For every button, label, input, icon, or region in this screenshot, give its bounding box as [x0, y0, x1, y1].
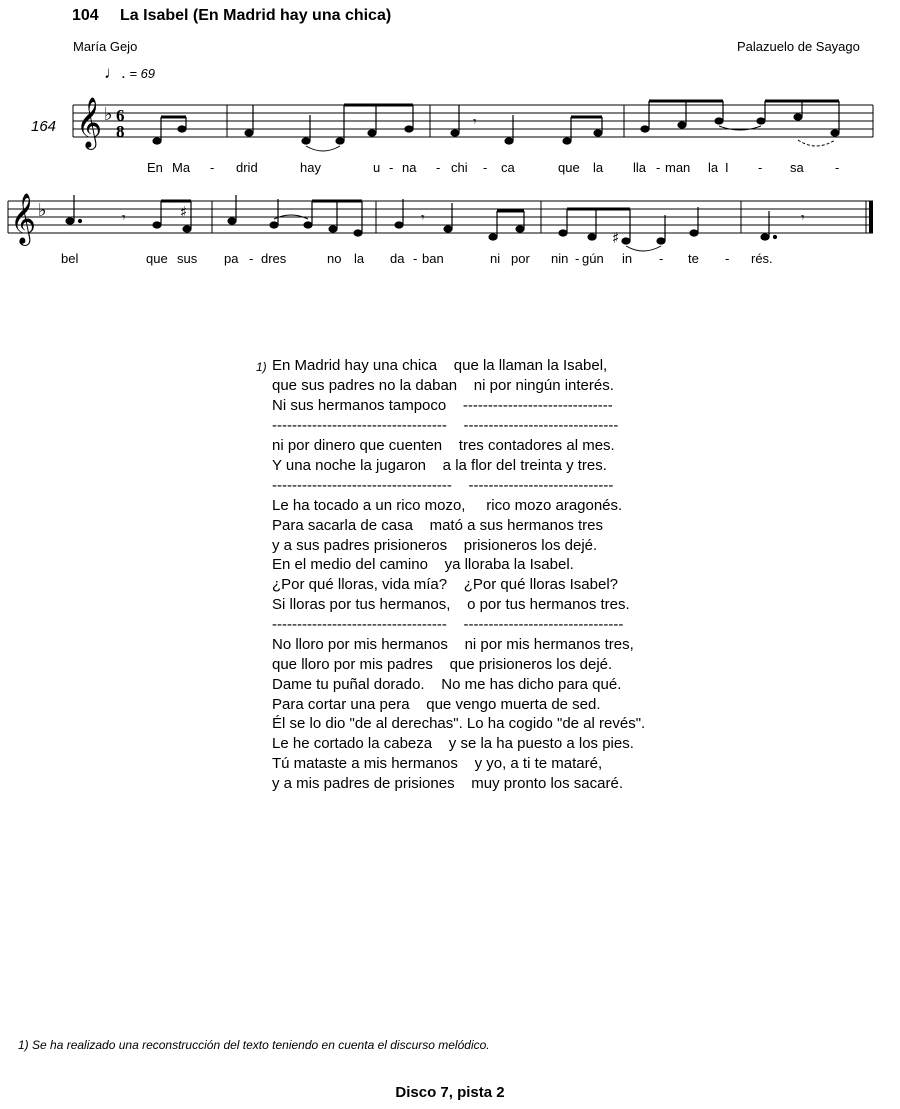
- lyric-syllable: -: [483, 160, 488, 175]
- lyric-syllable: -: [659, 251, 664, 266]
- lyric-syllable: -: [758, 160, 763, 175]
- lyric-syllable: gún: [582, 251, 604, 266]
- verse-line: Si lloras por tus hermanos, o por tus hermanos tres.: [272, 596, 630, 613]
- verse-line: ¿Por qué lloras, vida mía? ¿Por qué lloras Isabel?: [272, 576, 618, 593]
- lyric-syllable: que: [558, 160, 580, 175]
- flat-icon: ♭: [38, 200, 47, 221]
- lyric-syllable: chi: [451, 160, 468, 175]
- verse-line: En Madrid hay una chica que la llaman la Isabel,: [272, 357, 608, 374]
- lyric-syllable: -: [210, 160, 215, 175]
- lyric-syllable: I: [725, 160, 729, 175]
- lyric-syllable: que: [146, 251, 168, 266]
- lyric-syllable: -: [656, 160, 661, 175]
- lyric-syllable: no: [327, 251, 342, 266]
- lyric-syllable: in: [622, 251, 633, 266]
- lyric-syllable: rés.: [751, 251, 773, 266]
- verse-line: Le ha tocado a un rico mozo, rico mozo aragonés.: [272, 497, 623, 514]
- eighth-rest-icon: 𝄾: [801, 210, 805, 226]
- lyric-syllable: la: [593, 160, 604, 175]
- lyric-syllable: drid: [236, 160, 258, 175]
- lyric-syllable: ban: [422, 251, 444, 266]
- verse-line: Y una noche la jugaron a la flor del treinta y tres.: [272, 457, 607, 474]
- verse-line: Él se lo dio "de al derechas". Lo ha cogido "de al revés".: [272, 715, 646, 732]
- verse-line: Ni sus hermanos tampoco ------------------------------: [272, 397, 613, 414]
- lyric-syllable: En: [147, 160, 163, 175]
- place-name: Palazuelo de Sayago: [737, 39, 860, 54]
- lyric-syllable: nin: [551, 251, 569, 266]
- sharp-icon: ♯: [180, 203, 188, 221]
- song-number: 104: [72, 7, 99, 24]
- time-signature-bottom: 8: [116, 122, 125, 141]
- treble-clef-icon: 𝄞: [76, 97, 103, 148]
- time-signature-top: 6: [116, 106, 125, 125]
- staff-system-2: [8, 201, 873, 233]
- verse-line: y a sus padres prisioneros prisioneros los dejé.: [272, 537, 598, 554]
- lyric-syllable: u: [373, 160, 381, 175]
- verse-line: Para sacarla de casa mató a sus hermanos tres: [272, 517, 603, 534]
- verse-line: Tú mataste a mis hermanos y yo, a ti te mataré,: [272, 755, 603, 772]
- dotted-quarter-note-icon: ♩.: [104, 63, 126, 82]
- lyric-syllable: da: [390, 251, 405, 266]
- verse-line: que lloro por mis padres que prisioneros los dejé.: [272, 656, 613, 673]
- lyric-syllable: man: [665, 160, 691, 175]
- eighth-rest-icon: 𝄾: [473, 114, 477, 130]
- verse-line: ni por dinero que cuenten tres contadores al mes.: [272, 437, 615, 454]
- treble-clef-icon: 𝄞: [10, 193, 37, 244]
- eighth-rest-icon: 𝄾: [421, 210, 425, 226]
- lyric-syllable: bel: [61, 251, 79, 266]
- lyric-syllable: na: [402, 160, 417, 175]
- tempo-value: = 69: [129, 66, 156, 81]
- footnote: 1) Se ha realizado una reconstrucción del texto teniendo en cuenta el discurso melódico.: [18, 1038, 490, 1052]
- lyric-syllable: -: [436, 160, 441, 175]
- sharp-icon: ♯: [612, 229, 620, 247]
- verse-line: ----------------------------------- --------------------------------: [272, 616, 624, 633]
- disc-track: Disco 7, pista 2: [395, 1084, 505, 1101]
- lyric-syllable: Ma: [172, 160, 191, 175]
- lyric-syllable: sa: [790, 160, 804, 175]
- verse-line: y a mis padres de prisiones muy pronto los sacaré.: [272, 775, 623, 792]
- verse-line: En el medio del camino ya lloraba la Isabel.: [272, 556, 574, 573]
- lyric-syllable: pa: [224, 251, 239, 266]
- lyric-syllable: hay: [300, 160, 321, 175]
- verse-line: Dame tu puñal dorado. No me has dicho para qué.: [272, 676, 622, 693]
- eighth-rest-icon: 𝄾: [122, 210, 126, 226]
- verse-line: que sus padres no la daban ni por ningún interés.: [272, 377, 614, 394]
- lyric-syllable: lla: [633, 160, 647, 175]
- lyric-syllable: -: [835, 160, 840, 175]
- lyric-syllable: la: [354, 251, 365, 266]
- verse-line: No lloro por mis hermanos ni por mis hermanos tres,: [272, 636, 634, 653]
- lyric-syllable: dres: [261, 251, 287, 266]
- performer-name: María Gejo: [73, 39, 138, 54]
- lyric-syllable: ni: [490, 251, 501, 266]
- score-number: 164: [31, 118, 57, 135]
- song-title: La Isabel (En Madrid hay una chica): [120, 7, 392, 24]
- lyric-syllable: -: [389, 160, 394, 175]
- footnote-marker: 1): [256, 360, 267, 374]
- flat-icon: ♭: [104, 104, 113, 125]
- lyric-syllable: -: [249, 251, 254, 266]
- verse-line: ----------------------------------- -------------------------------: [272, 417, 619, 434]
- verse-line: Le he cortado la cabeza y se la ha puesto a los pies.: [272, 735, 634, 752]
- notes-system-1: [153, 101, 839, 144]
- lyric-syllable: por: [511, 251, 530, 266]
- lyric-syllable: te: [688, 251, 699, 266]
- lyric-syllable: la: [708, 160, 719, 175]
- verse-line: ------------------------------------ -----------------------------: [272, 477, 614, 494]
- lyric-syllable: ca: [501, 160, 515, 175]
- lyric-syllable: -: [413, 251, 418, 266]
- lyric-syllable: -: [725, 251, 730, 266]
- lyric-syllable: sus: [177, 251, 198, 266]
- lyric-syllable: -: [575, 251, 580, 266]
- verse-line: Para cortar una pera que vengo muerta de sed.: [272, 696, 601, 713]
